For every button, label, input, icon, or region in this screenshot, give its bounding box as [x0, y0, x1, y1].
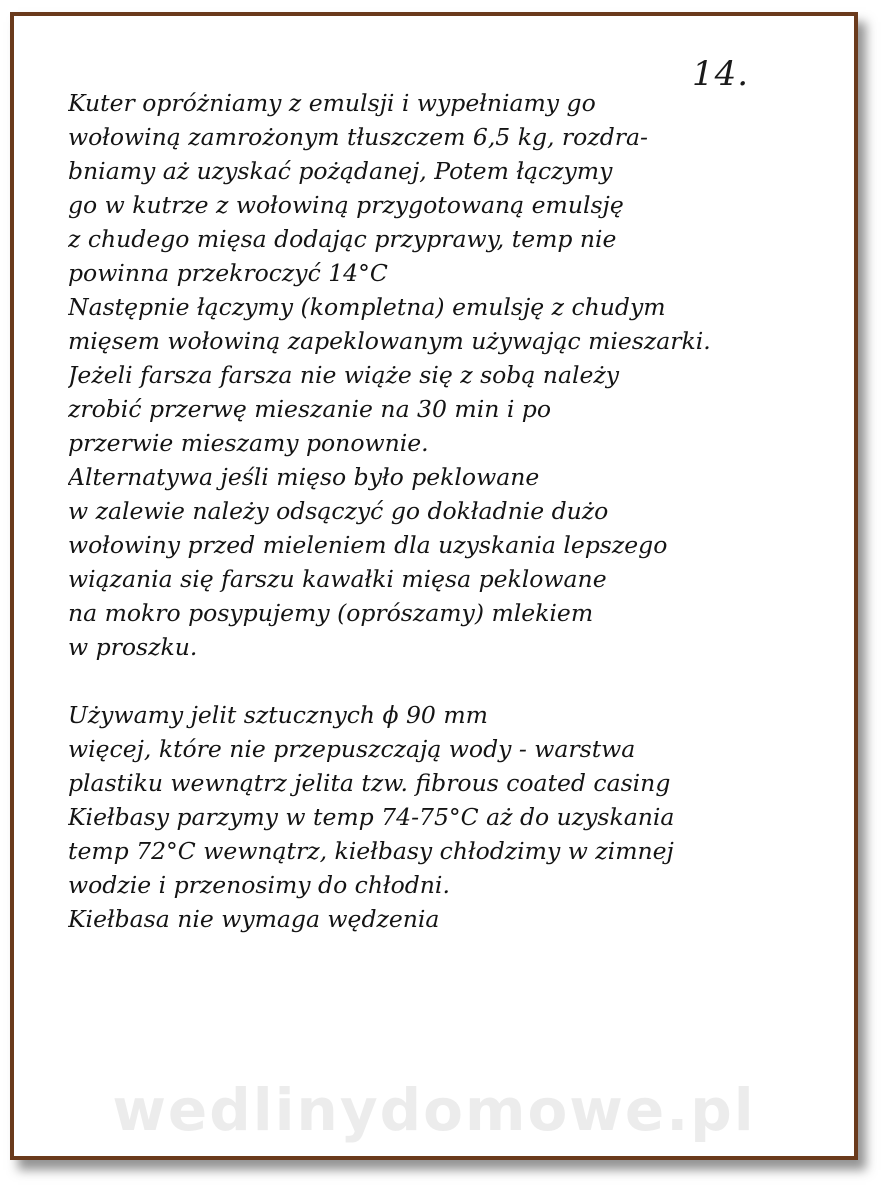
- text-line: wołowiną zamrożonym tłuszczem 6,5 kg, rozdra-: [68, 123, 648, 151]
- handwritten-text: [68, 86, 828, 936]
- text-line: Alternatywa jeśli mięso było peklowane: [68, 463, 540, 491]
- text-line: Kiełbasa nie wymaga wędzenia: [68, 905, 440, 933]
- text-line: wiązania się farszu kawałki mięsa peklowane: [68, 565, 607, 593]
- text-line: Kiełbasy parzymy w temp 74-75°C aż do uzyskania: [68, 803, 675, 831]
- text-line: przerwie mieszamy ponownie.: [68, 429, 429, 457]
- text-line: plastiku wewnątrz jelita tzw. fibrous coated casing: [68, 769, 671, 797]
- text-line: wołowiny przed mieleniem dla uzyskania lepszego: [68, 531, 668, 559]
- text-line: Następnie łączymy (kompletna) emulsję z chudym: [68, 293, 666, 321]
- text-line: z chudego mięsa dodając przyprawy, temp nie: [68, 225, 617, 253]
- handwritten-page: [10, 12, 858, 1160]
- text-line: Jeżeli farsza farsza nie wiąże się z sobą należy: [68, 361, 620, 389]
- text-line: w zalewie należy odsączyć go dokładnie dużo: [68, 497, 609, 525]
- text-line: go w kutrze z wołowiną przygotowaną emulsję: [68, 191, 624, 219]
- text-line: więcej, które nie przepuszczają wody - warstwa: [68, 735, 636, 763]
- text-line: w proszku.: [68, 633, 198, 661]
- paragraph-gap: [68, 664, 828, 698]
- text-line: zrobić przerwę mieszanie na 30 min i po: [68, 395, 552, 423]
- text-line: powinna przekroczyć 14°C: [68, 259, 388, 287]
- text-line: wodzie i przenosimy do chłodni.: [68, 871, 450, 899]
- text-line: na mokro posypujemy (oprószamy) mlekiem: [68, 599, 594, 627]
- text-line: temp 72°C wewnątrz, kiełbasy chłodzimy w zimnej: [68, 837, 674, 865]
- page-number: 14.: [692, 54, 750, 94]
- text-line: Używamy jelit sztucznych ϕ 90 mm: [68, 701, 488, 729]
- watermark: wedlinydomowe.pl: [112, 1076, 756, 1144]
- text-line: Kuter opróżniamy z emulsji i wypełniamy go: [68, 89, 596, 117]
- text-line: mięsem wołowiną zapeklowanym używając mieszarki.: [68, 327, 711, 355]
- text-line: bniamy aż uzyskać pożądanej, Potem łączymy: [68, 157, 613, 185]
